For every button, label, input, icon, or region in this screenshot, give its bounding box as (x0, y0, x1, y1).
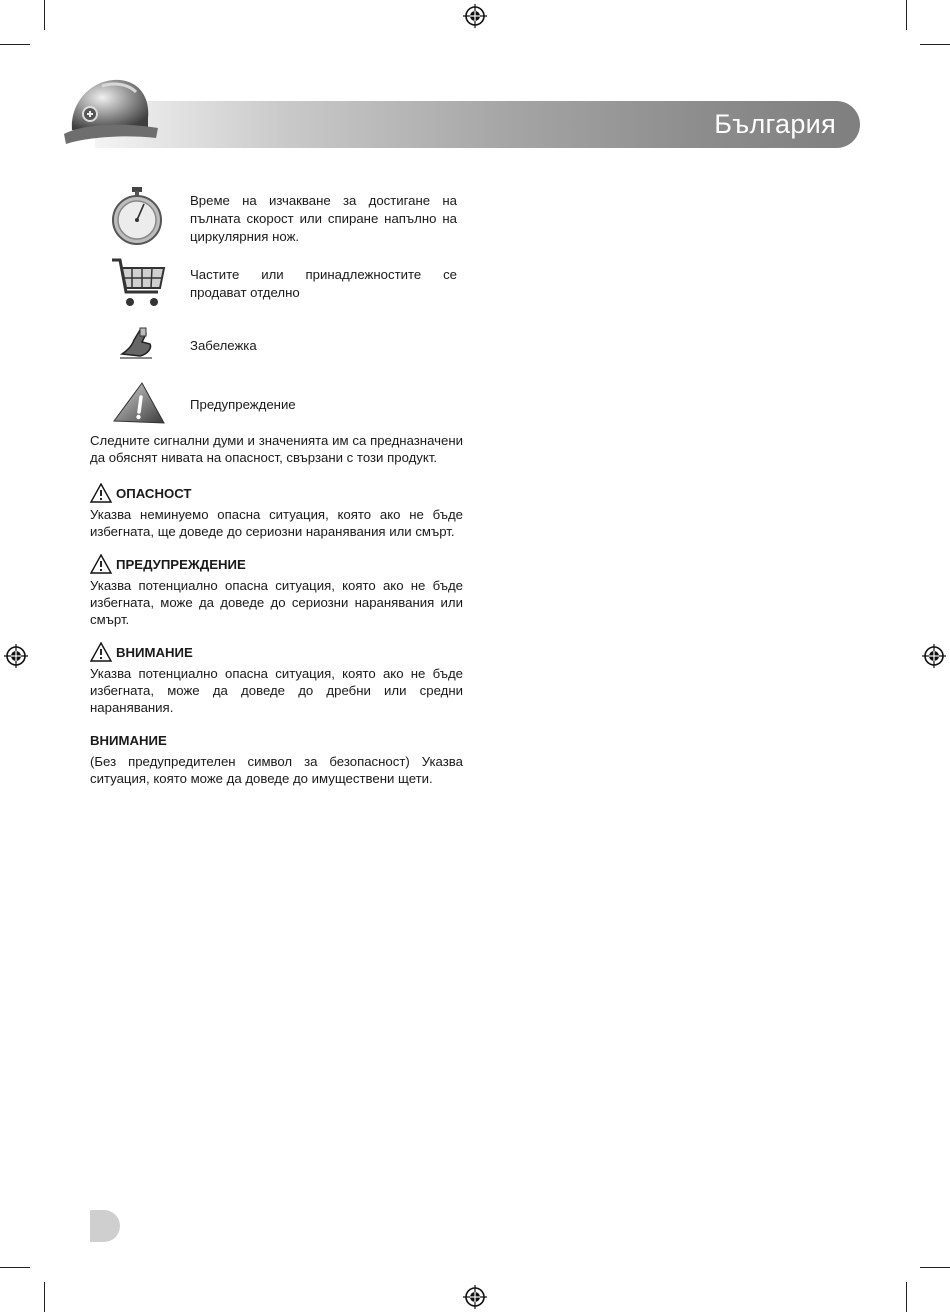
page-number-tab (90, 1210, 120, 1242)
registration-mark-icon (463, 1285, 487, 1309)
stopwatch-icon (110, 186, 164, 246)
warning-text: Указва потенциално опасна ситуация, която ако не бъде избегната, може да доведе до сериозни наранявания или смърт. (90, 578, 463, 627)
safety-helmet-icon (62, 72, 162, 152)
legend-text-warning: Предупреждение (190, 397, 296, 412)
crop-mark (906, 1282, 907, 1312)
caution-block (90, 642, 463, 716)
warning-block (90, 554, 463, 628)
legend-text-stopwatch: Време на изчакване за достигане на пълната скорост или спиране напълно на циркулярния нож. (190, 193, 457, 244)
crop-mark (920, 44, 950, 45)
crop-mark (0, 1267, 30, 1268)
registration-mark-icon (463, 4, 487, 28)
warning-triangle-icon (112, 381, 166, 427)
crop-mark (44, 1282, 45, 1312)
danger-block (90, 483, 463, 540)
caution-text: Указва потенциално опасна ситуация, която ако не бъде избегната, може да доведе до дребни или средни наранявания. (90, 666, 463, 715)
caution-heading (90, 642, 463, 662)
warning-heading (90, 554, 463, 574)
signal-words-section (90, 432, 463, 787)
notice-heading (90, 730, 463, 750)
crop-mark (920, 1267, 950, 1268)
registration-mark-icon (4, 644, 28, 668)
warning-icon (90, 483, 112, 503)
intro-paragraph: Следните сигнални думи и значенията им са предназначени да обяснят нивата на опасност, свързани с този продукт. (90, 433, 463, 465)
danger-heading (90, 483, 463, 503)
header-banner (95, 101, 860, 148)
crop-mark (44, 0, 45, 30)
note-hand-icon (118, 326, 156, 360)
danger-title: ОПАСНОСТ (116, 485, 192, 501)
notice-block (90, 730, 463, 787)
crop-mark (0, 44, 30, 45)
crop-mark (906, 0, 907, 30)
shopping-cart-icon (110, 256, 166, 310)
page-title: България (714, 109, 836, 139)
warning-title: ПРЕДУПРЕЖДЕНИЕ (116, 556, 246, 572)
registration-mark-icon (922, 644, 946, 668)
warning-icon (90, 642, 112, 662)
warning-icon (90, 554, 112, 574)
legend-text-cart: Частите или принадлежностите се продават отделно (190, 267, 457, 300)
notice-text: (Без предупредителен символ за безопасност) Указва ситуация, която може да доведе до имуществени щети. (90, 754, 463, 786)
legend-text-note: Забележка (190, 338, 257, 353)
danger-text: Указва неминуемо опасна ситуация, която ако не бъде избегната, ще доведе до сериозни наранявания или смърт. (90, 507, 463, 539)
notice-title: ВНИМАНИЕ (90, 732, 167, 748)
caution-title: ВНИМАНИЕ (116, 644, 193, 660)
